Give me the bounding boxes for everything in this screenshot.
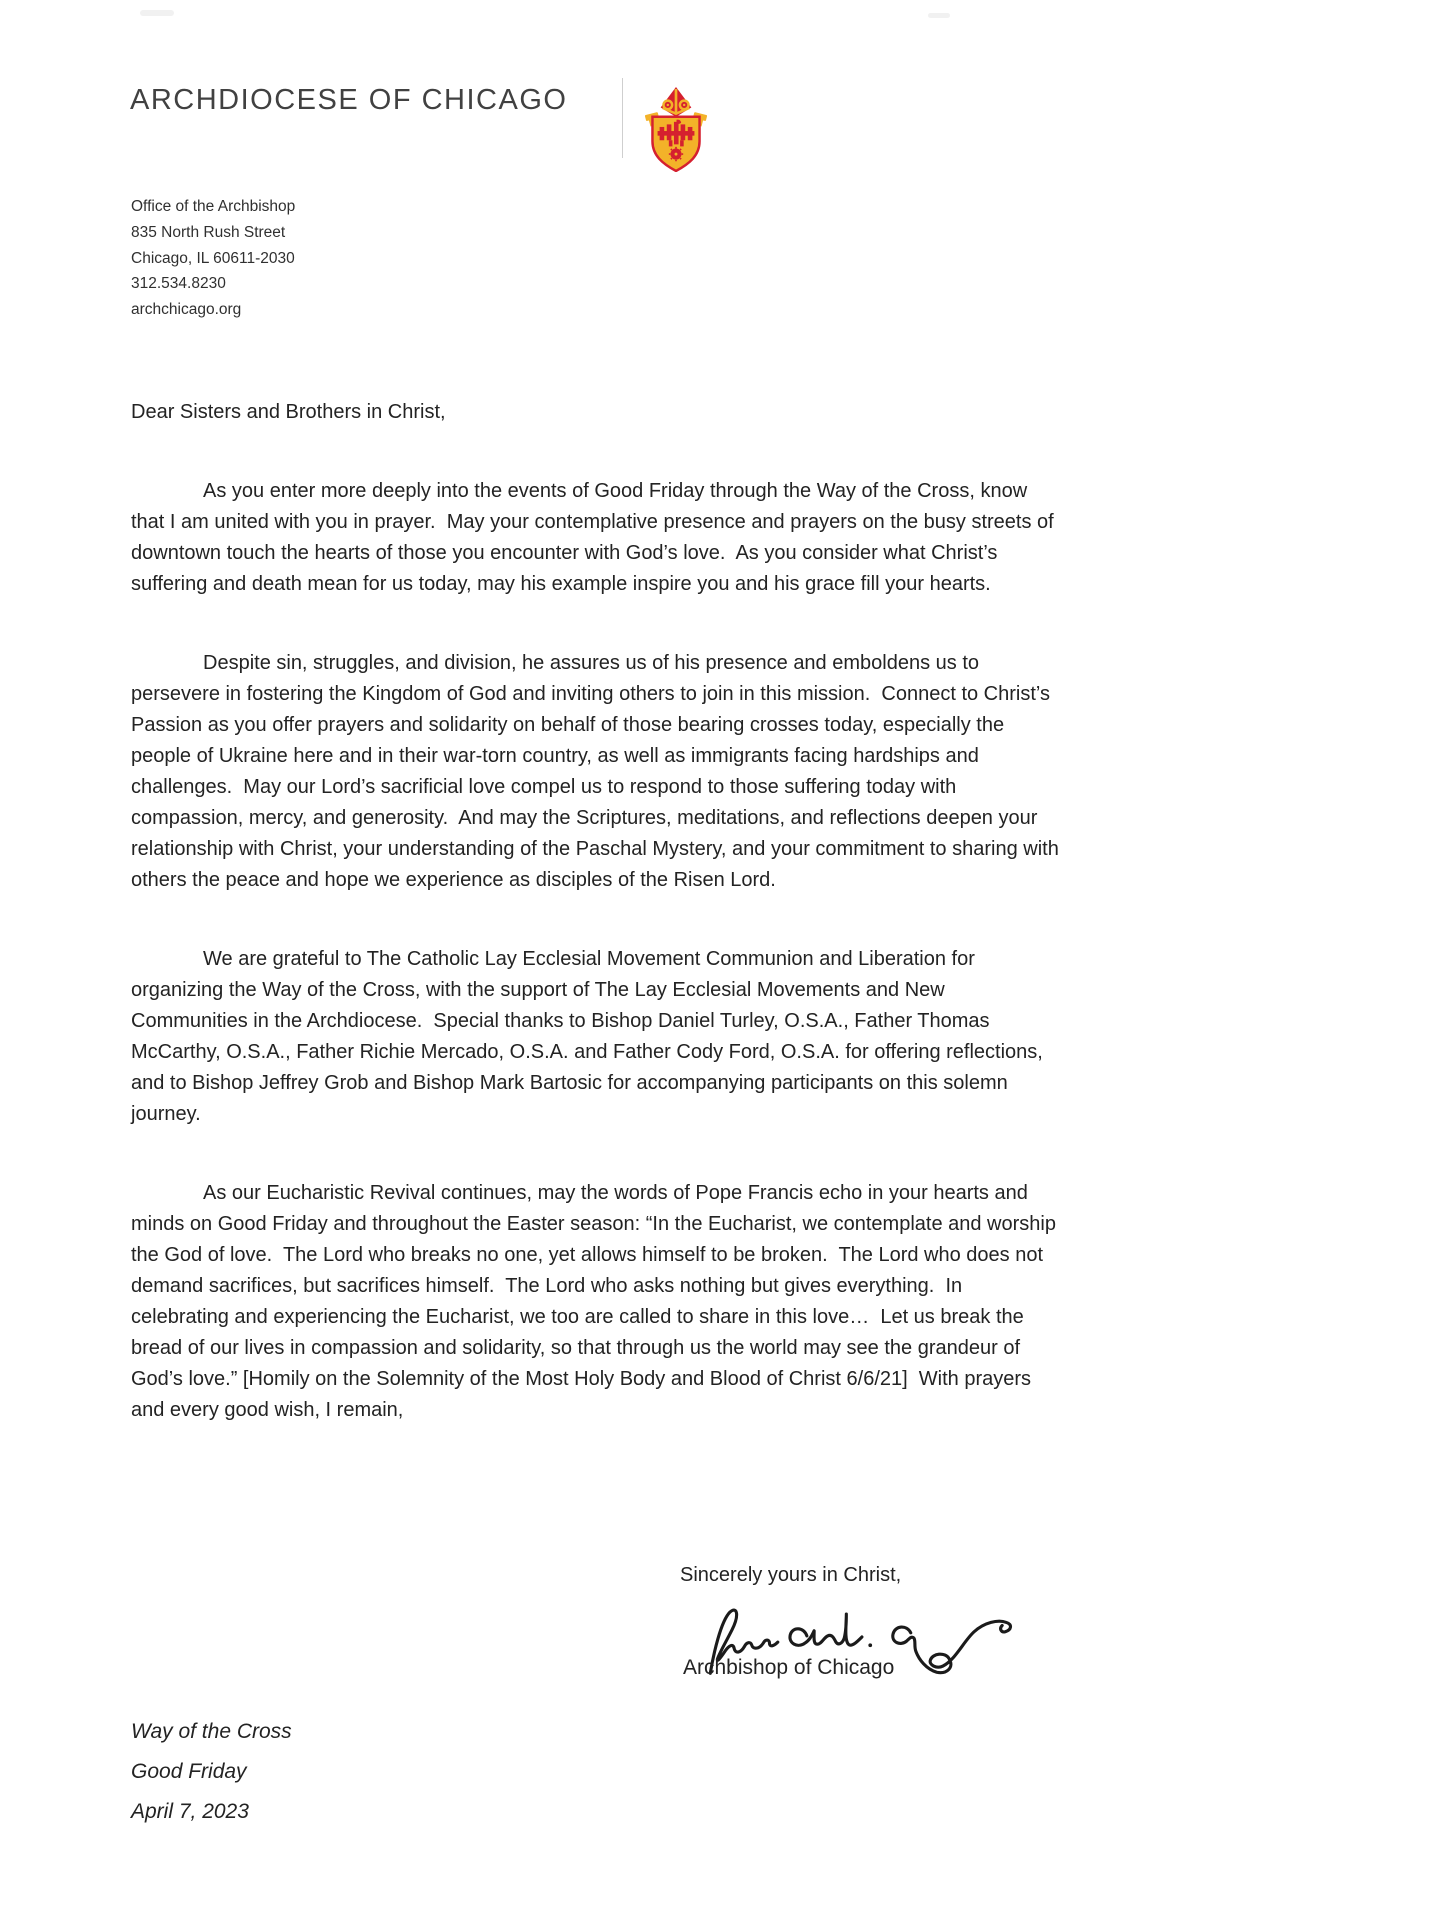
reference-event: Way of the Cross [131,1720,292,1743]
paragraph-1: As you enter more deeply into the events of Good Friday through the Way of the Cross, know that I am united with you in prayer. May your contemplative presence and prayers on the busy streets of downtown touch the hearts of those you encounter with God’s love. As you consider what Christ’s suffering and death mean for us today, may his example inspire you and his grace fill your hearts. [131,480,1060,595]
archdiocese-crest-icon [643,86,709,172]
paragraph-2: Despite sin, struggles, and division, he assures us of his presence and emboldens us to persevere in fostering the Kingdom of God and inviting others to join in this mission. Connect to Christ’s Passion as you offer prayers and solidarity on behalf of those bearing crosses today, especially the people of Ukraine here and in their war-torn country, as well as immigrants facing hardships and challenges. May our Lord’s sacrificial love compel us to respond to those suffering today with compassion, mercy, and generosity. And may the Scriptures, meditations, and reflections deepen your relationship with Christ, your understanding of the Paschal Mystery, and your commitment to sharing with others the peace and hope we experience as disciples of the Risen Lord. [131,652,1065,891]
reference-date: April 7, 2023 [131,1800,249,1823]
contact-street-line: 835 North Rush Street [131,223,286,241]
salutation: Dear Sisters and Brothers in Christ, [131,401,446,423]
reference-block [131,1712,292,1832]
letterhead-divider [622,78,623,158]
organization-name: ARCHDIOCESE OF CHICAGO [130,84,568,116]
letterhead-contact-block [131,194,295,323]
signed-title: Archbishop of Chicago [683,1656,895,1679]
contact-phone-line: 312.534.8230 [131,275,226,293]
scan-artifact [140,10,174,16]
scan-artifact [928,13,950,18]
paragraph-4: As our Eucharistic Revival continues, may the words of Pope Francis echo in your hearts and minds on Good Friday and throughout the Easter season: “In the Eucharist, we contemplate and worship the God of love. The Lord who breaks no one, yet allows himself to be broken. The Lord who does not demand sacrifices, but sacrifices himself. The Lord who asks nothing but gives everything. In celebrating and experiencing the Eucharist, we too are called to share in this love… Let us break the bread of our lives in compassion and solidarity, so that through us the world may see the grandeur of God’s love.” [Homily on the Solemnity of the Most Holy Body and Blood of Christ 6/6/21] With prayers and every good wish, I remain, [131,1182,1062,1421]
contact-website-line: archchicago.org [131,301,242,319]
reference-day: Good Friday [131,1760,247,1783]
contact-office-line: Office of the Archbishop [131,198,296,215]
closing-line: Sincerely yours in Christ, [680,1564,902,1586]
contact-city-line: Chicago, IL 60611-2030 [131,249,295,267]
paragraph-3: We are grateful to The Catholic Lay Ecclesial Movement Communion and Liberation for organizing the Way of the Cross, with the support of The Lay Ecclesial Movements and New Communities in the Archdiocese. Special thanks to Bishop Daniel Turley, O.S.A., Father Thomas McCarthy, O.S.A., Father Richie Mercado, O.S.A. and Father Cody Ford, O.S.A. for offering reflections, and to Bishop Jeffrey Grob and Bishop Mark Bartosic for accompanying participants on this solemn journey. [131,948,1049,1125]
letter-body [131,397,1065,1426]
